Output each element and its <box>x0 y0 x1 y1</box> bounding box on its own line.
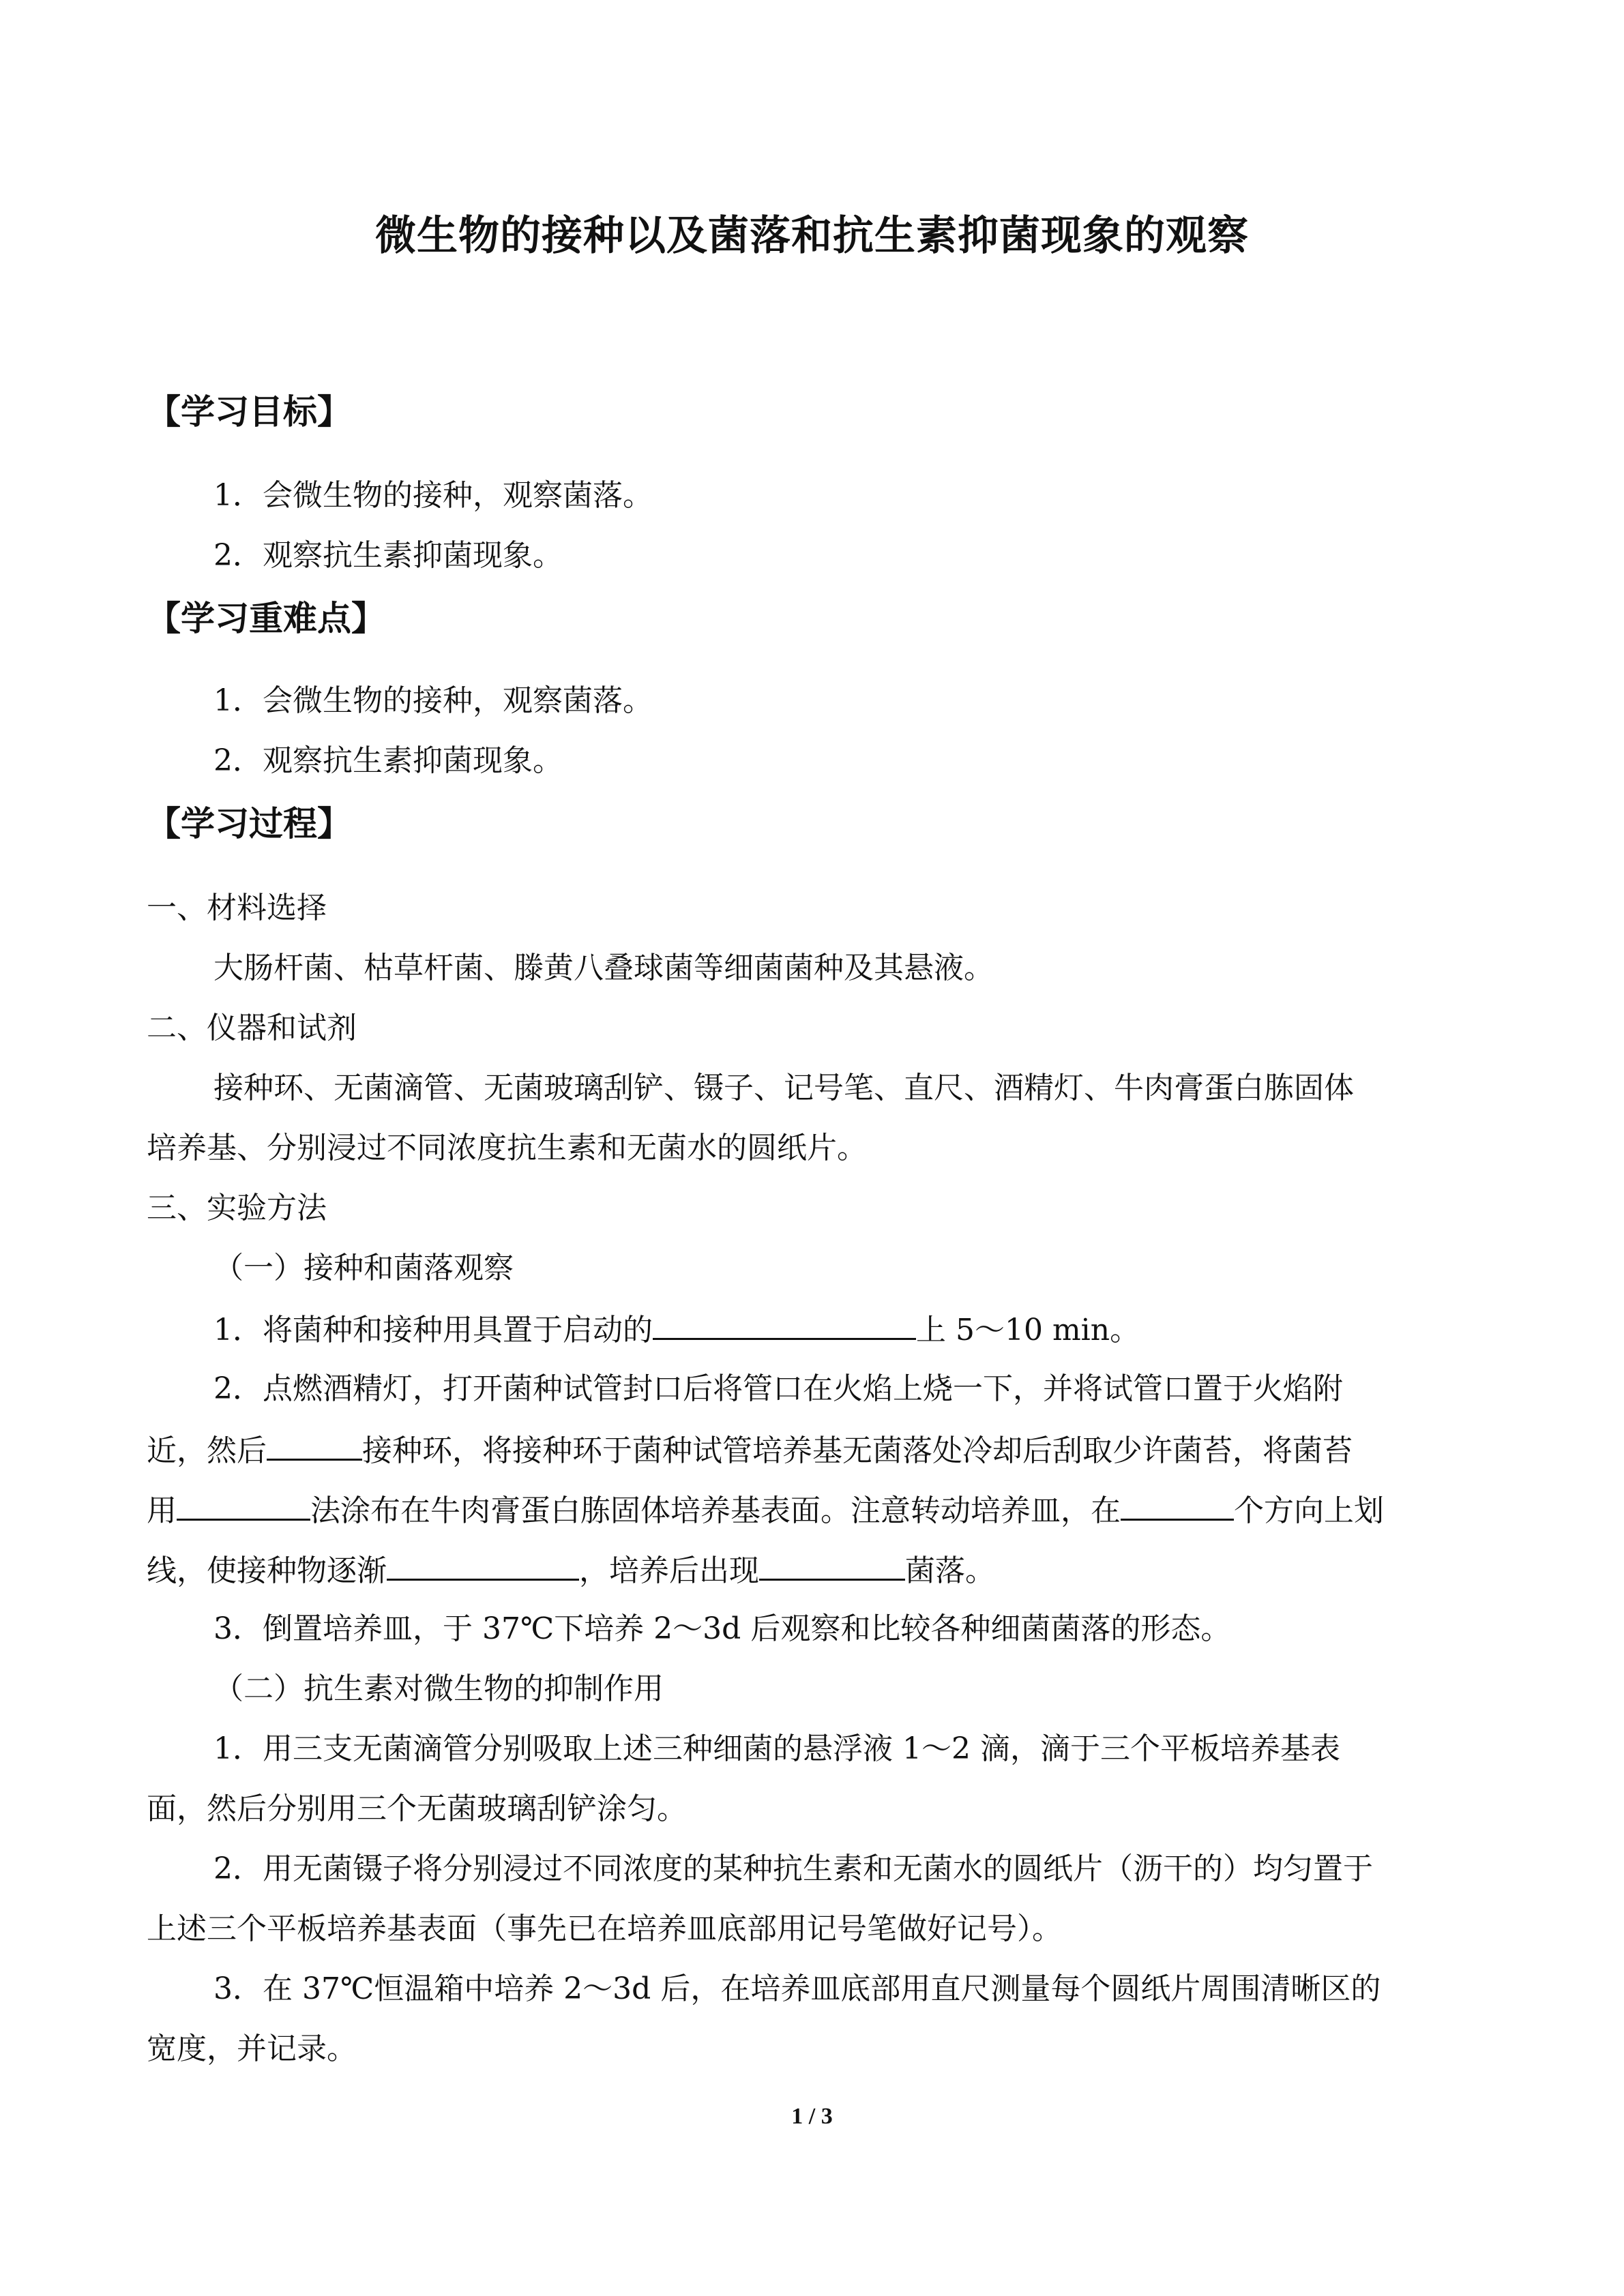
materials-heading: 一、材料选择 <box>147 891 327 925</box>
inoculation-step-2-line <box>147 1489 1384 1532</box>
antibiotic-step-2-line: 2．用无菌镊子将分别浸过不同浓度的某种抗生素和无菌水的圆纸片（沥干的）均匀置于 <box>213 1851 1373 1886</box>
equipment-text-line: 接种环、无菌滴管、无菌玻璃刮铲、镊子、记号笔、直尺、酒精灯、牛肉膏蛋白胨固体 <box>213 1071 1354 1105</box>
step-text: 个方向上划 <box>1234 1493 1384 1528</box>
subsection-heading-inoculation: （一）接种和菌落观察 <box>213 1251 514 1285</box>
step-text: 近，然后 <box>147 1433 267 1468</box>
key-point-item: 1．会微生物的接种，观察菌落。 <box>213 683 653 718</box>
inoculation-step-2-line <box>147 1429 1353 1472</box>
goal-item: 1．会微生物的接种，观察菌落。 <box>213 478 653 513</box>
step-text: 菌落。 <box>905 1553 995 1588</box>
document-title: 微生物的接种以及菌落和抗生素抑菌现象的观察 <box>375 212 1249 260</box>
equipment-text-line: 培养基、分别浸过不同浓度抗生素和无菌水的圆纸片。 <box>147 1131 867 1165</box>
step-text: 法涂布在牛肉膏蛋白胨固体培养基表面。注意转动培养皿，在 <box>310 1493 1121 1528</box>
step-text: 用 <box>147 1493 177 1528</box>
inoculation-step-1 <box>213 1308 1140 1351</box>
step-text: 1．将菌种和接种用具置于启动的 <box>213 1313 653 1347</box>
step-text: 接种环，将接种环于菌种试管培养基无菌落处冷却后刮取少许菌苔，将菌苔 <box>362 1433 1353 1468</box>
key-point-item: 2．观察抗生素抑菌现象。 <box>213 743 563 778</box>
antibiotic-step-1-line: 面，然后分别用三个无菌玻璃刮铲涂匀。 <box>147 1791 687 1826</box>
antibiotic-step-2-line: 上述三个平板培养基表面（事先已在培养皿底部用记号笔做好记号）。 <box>147 1911 1062 1946</box>
fill-in-blank[interactable] <box>653 1308 916 1340</box>
materials-text: 大肠杆菌、枯草杆菌、滕黄八叠球菌等细菌菌种及其悬液。 <box>213 951 994 985</box>
fill-in-blank[interactable] <box>387 1549 579 1581</box>
section-heading-process: 【学习过程】 <box>147 803 351 844</box>
antibiotic-step-1-line: 1．用三支无菌滴管分别吸取上述三种细菌的悬浮液 1～2 滴，滴于三个平板培养基表 <box>213 1731 1340 1766</box>
antibiotic-step-3-line: 3．在 37℃恒温箱中培养 2～3d 后，在培养皿底部用直尺测量每个圆纸片周围清晰区的 <box>213 1971 1381 2006</box>
antibiotic-step-3-line: 宽度，并记录。 <box>147 2031 357 2066</box>
goal-item: 2．观察抗生素抑菌现象。 <box>213 538 563 573</box>
fill-in-blank[interactable] <box>177 1489 310 1521</box>
fill-in-blank[interactable] <box>759 1549 905 1581</box>
fill-in-blank[interactable] <box>1121 1489 1234 1521</box>
inoculation-step-2-line <box>147 1549 995 1592</box>
method-heading: 三、实验方法 <box>147 1191 327 1225</box>
equipment-heading: 二、仪器和试剂 <box>147 1011 357 1045</box>
subsection-heading-antibiotics: （二）抗生素对微生物的抑制作用 <box>213 1671 664 1706</box>
page-number: 1 / 3 <box>791 2104 833 2129</box>
inoculation-step-2-line: 2．点燃酒精灯，打开菌种试管封口后将管口在火焰上烧一下，并将试管口置于火焰附 <box>213 1371 1343 1406</box>
step-text: ，培养后出现 <box>579 1553 759 1588</box>
step-text: 线，使接种物逐渐 <box>147 1553 387 1588</box>
step-text: 上 5～10 min。 <box>916 1313 1140 1347</box>
section-heading-goals: 【学习目标】 <box>147 391 351 432</box>
section-heading-key-points: 【学习重难点】 <box>147 598 385 638</box>
inoculation-step-3: 3．倒置培养皿，于 37℃下培养 2～3d 后观察和比较各种细菌菌落的形态。 <box>213 1611 1231 1646</box>
fill-in-blank[interactable] <box>267 1429 362 1461</box>
